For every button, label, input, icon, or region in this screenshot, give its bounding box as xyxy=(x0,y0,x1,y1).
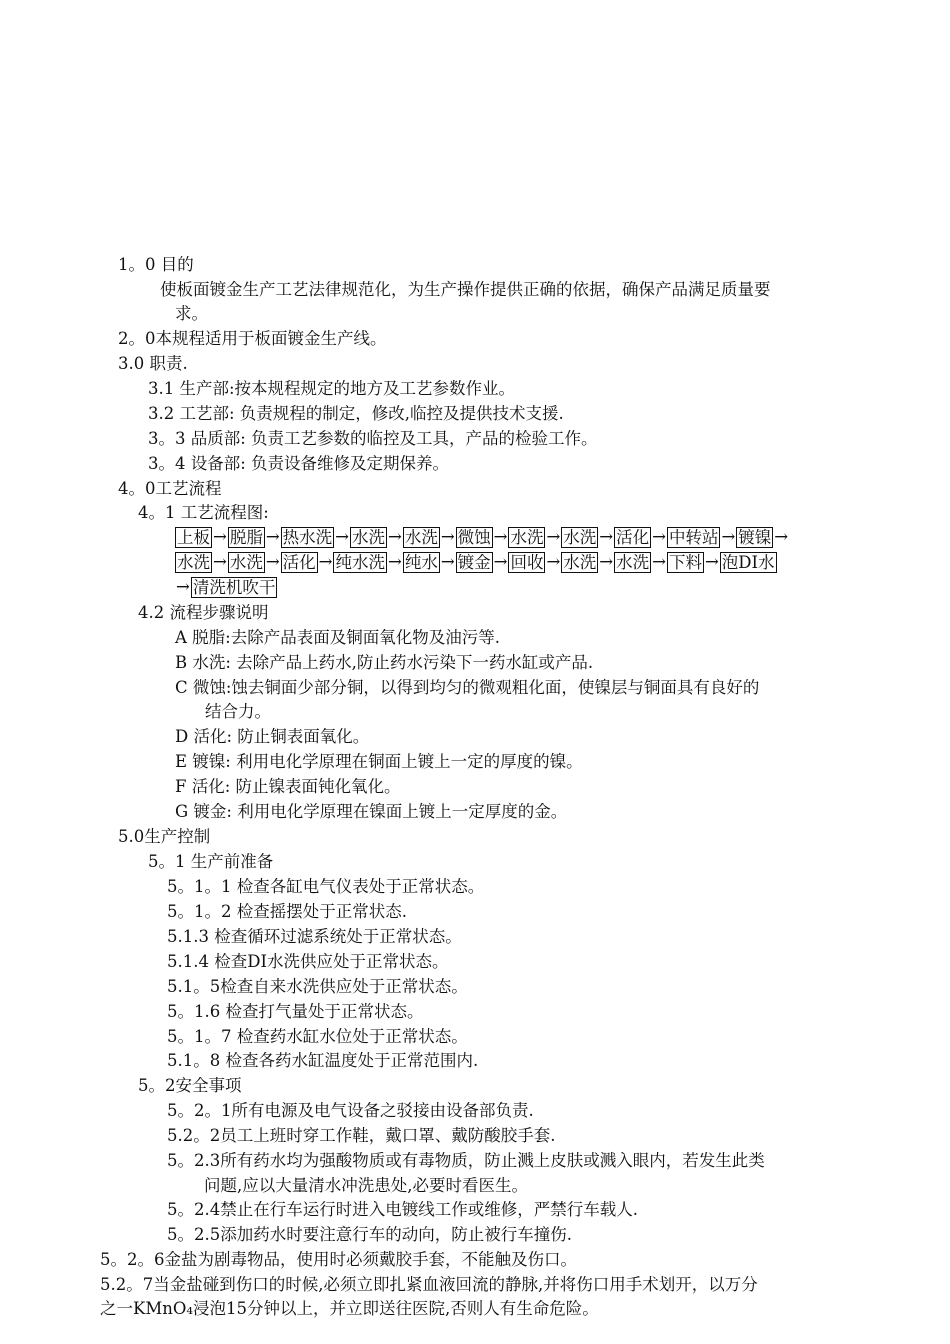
section-1-body-cont: 求。 xyxy=(175,304,208,323)
flow-arrow: → xyxy=(440,527,455,546)
flow-step-box: 清洗机吹干 xyxy=(192,577,276,597)
prep-item: 5。1。7 检查药水缸水位处于正常状态。 xyxy=(167,1027,468,1046)
flow-step-box: 热水洗 xyxy=(282,527,333,547)
flow-step-box: 活化 xyxy=(282,552,316,572)
flow-arrow: → xyxy=(599,552,614,571)
flow-arrow: → xyxy=(493,527,508,546)
safety-heading: 5。2安全事项 xyxy=(138,1076,242,1095)
flow-row-3 xyxy=(175,576,277,598)
flow-arrow: → xyxy=(546,552,561,571)
prep-item: 5。1。1 检查各缸电气仪表处于正常状态。 xyxy=(167,877,485,896)
safety-item: 5。2.3所有药水均为强酸物质或有毒物质，防止溅上皮肤或溅入眼内，若发生此类 xyxy=(167,1151,765,1170)
step-c-cont: 结合力。 xyxy=(205,702,271,721)
step-b: B 水洗: 去除产品上药水,防止药水污染下一药水缸或产品. xyxy=(175,653,594,672)
flow-arrow: → xyxy=(213,552,227,571)
flow-step-box: 纯水 xyxy=(404,552,438,572)
flow-row-2 xyxy=(175,551,777,573)
flow-step-box: 上板 xyxy=(177,527,210,547)
flow-arrow: → xyxy=(335,527,349,546)
flow-arrow: → xyxy=(318,552,333,571)
flow-arrow: → xyxy=(599,527,614,546)
step-f: F 活化: 防止镍表面钝化氧化。 xyxy=(175,777,401,796)
flow-arrow: → xyxy=(440,552,455,571)
step-d: D 活化: 防止铜表面氧化。 xyxy=(175,727,370,746)
flow-step-box: 纯水洗 xyxy=(335,552,385,572)
prep-item: 5。1.6 检查打气量处于正常状态。 xyxy=(167,1002,424,1021)
safety-item: 5。2.4禁止在行车运行时进入电镀线工作或维修，严禁行车载人. xyxy=(167,1200,638,1219)
flow-step-box: 镀金 xyxy=(457,552,491,572)
prep-item: 5.1.4 检查DI水洗供应处于正常状态。 xyxy=(167,952,449,971)
flow-step-box: 水洗 xyxy=(404,527,438,547)
flow-step-box: 脱脂 xyxy=(229,527,263,547)
safety-item-cont: 问题,应以大量清水冲洗患处,必要时看医生。 xyxy=(204,1176,528,1195)
flow-step-box: 泡DI水 xyxy=(721,552,775,572)
step-e: E 镀镍: 利用电化学原理在铜面上镀上一定的厚度的镍。 xyxy=(175,752,583,771)
flow-arrow: → xyxy=(652,527,666,546)
section-3-title: 3.0 职责. xyxy=(118,354,188,373)
section-2-title: 2。0本规程适用于板面镀金生产线。 xyxy=(118,329,387,348)
section-1-title: 1。0 目的 xyxy=(118,255,194,274)
flow-step-box: 水洗 xyxy=(563,552,597,572)
step-a: A 脱脂:去除产品表面及铜面氧化物及油污等. xyxy=(175,628,500,647)
safety-item: 5。2。6金盐为剧毒物品，使用时必须戴胶手套，不能触及伤口。 xyxy=(100,1250,577,1269)
flow-step-box: 下料 xyxy=(668,552,702,572)
step-c: C 微蚀:蚀去铜面少部分铜，以得到均匀的微观粗化面，使镍层与铜面具有良好的 xyxy=(175,678,760,697)
section-5-title: 5.0生产控制 xyxy=(118,827,211,846)
prep-item: 5.1。5检查自来水洗供应处于正常状态。 xyxy=(167,977,468,996)
flow-arrow: → xyxy=(721,527,736,546)
flow-step-box: 水洗 xyxy=(510,527,544,547)
step-g: G 镀金: 利用电化学原理在镍面上镀上一定厚度的金。 xyxy=(175,802,568,821)
step-description-heading: 4.2 流程步骤说明 xyxy=(138,603,269,622)
flow-step-box: 镀镍 xyxy=(738,527,772,547)
flow-step-box: 微蚀 xyxy=(457,527,491,547)
flow-arrow: → xyxy=(265,527,280,546)
flow-arrow: → xyxy=(493,552,508,571)
flow-arrow: → xyxy=(265,552,280,571)
flow-arrow: → xyxy=(176,577,190,596)
flow-step-box: 中转站 xyxy=(668,527,719,547)
duty-process: 3.2 工艺部: 负责规程的制定，修改,临控及提供技术支援. xyxy=(148,404,564,423)
safety-item-cont: 之一KMnO₄浸泡15分钟以上，并立即送往医院,否则人有生命危险。 xyxy=(100,1299,599,1318)
flow-row-1 xyxy=(175,526,789,548)
safety-item: 5。2.5添加药水时要注意行车的动向，防止被行车撞伤. xyxy=(167,1225,572,1244)
flow-step-box: 活化 xyxy=(616,527,650,547)
flow-arrow: → xyxy=(387,552,402,571)
flow-step-box: 水洗 xyxy=(616,552,650,572)
flow-arrow: → xyxy=(546,527,561,546)
section-1-body: 使板面镀金生产工艺法律规范化，为生产操作提供正确的依据，确保产品满足质量要 xyxy=(160,280,771,299)
preparation-heading: 5。1 生产前准备 xyxy=(148,852,274,871)
flow-arrow: → xyxy=(387,527,402,546)
duty-production: 3.1 生产部:按本规程规定的地方及工艺参数作业。 xyxy=(148,379,516,398)
prep-item: 5。1。2 检查摇摆处于正常状态. xyxy=(167,902,407,921)
safety-item: 5.2。2员工上班时穿工作鞋，戴口罩、戴防酸胶手套. xyxy=(167,1126,556,1145)
flow-arrow: → xyxy=(652,552,666,571)
section-4-title: 4。0工艺流程 xyxy=(118,479,222,498)
prep-item: 5.1。8 检查各药水缸温度处于正常范围内. xyxy=(167,1051,479,1070)
flow-step-box: 水洗 xyxy=(351,527,385,547)
flow-step-box: 水洗 xyxy=(229,552,263,572)
flow-step-box: 水洗 xyxy=(177,552,210,572)
safety-item: 5。2。1所有电源及电气设备之驳接由设备部负责. xyxy=(167,1101,534,1120)
flow-step-box: 水洗 xyxy=(563,527,597,547)
duty-quality: 3。3 品质部: 负责工艺参数的临控及工具，产品的检验工作。 xyxy=(148,429,598,448)
flow-step-box: 回收 xyxy=(510,552,544,572)
flow-arrow: → xyxy=(213,527,227,546)
prep-item: 5.1.3 检查循环过滤系统处于正常状态。 xyxy=(167,927,462,946)
safety-item: 5.2。7当金盐碰到伤口的时候,必须立即扎紧血液回流的静脉,并将伤口用手术划开，以万分 xyxy=(100,1275,758,1294)
flow-chart-heading: 4。1 工艺流程图: xyxy=(138,503,269,522)
flow-arrow: → xyxy=(774,527,789,546)
duty-equipment: 3。4 设备部: 负责设备维修及定期保养。 xyxy=(148,454,450,473)
flow-arrow: → xyxy=(704,552,719,571)
